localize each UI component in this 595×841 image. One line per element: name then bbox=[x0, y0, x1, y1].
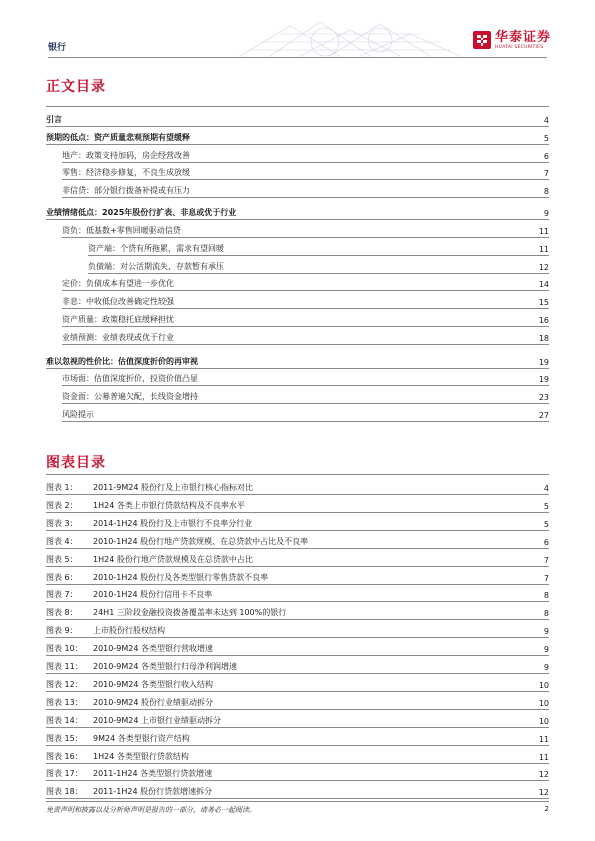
toc-entry-page: 5 bbox=[543, 134, 549, 143]
toc-entry-page: 11 bbox=[538, 227, 549, 236]
toc-entry[interactable] bbox=[88, 255, 549, 272]
toc-entry-title: 预期的低点：资产质量悲观预期有望缓释 bbox=[46, 133, 190, 142]
figure-entry-number: 图表 9： bbox=[46, 626, 78, 635]
figure-entry-number: 图表 17： bbox=[46, 769, 83, 778]
figure-entry-page: 11 bbox=[538, 735, 549, 744]
figure-entry-title: 2014-1H24 股份行及上市银行不良率分行业 bbox=[93, 519, 253, 528]
figure-entry-page: 9 bbox=[543, 645, 549, 654]
figure-entry-page: 11 bbox=[538, 753, 549, 762]
figure-entry[interactable] bbox=[46, 476, 549, 493]
figure-entry-page: 12 bbox=[538, 788, 549, 797]
toc-entry-page: 9 bbox=[543, 209, 549, 218]
figure-entry-page: 5 bbox=[543, 520, 549, 529]
figure-row-divider bbox=[46, 798, 549, 799]
toc-entry-page: 6 bbox=[543, 152, 549, 161]
toc-entry-title: 非息：中收低位改善确定性较强 bbox=[62, 297, 174, 306]
logo-text-cn: 华泰证券 bbox=[495, 30, 552, 45]
toc-entry-page: 18 bbox=[538, 334, 549, 343]
figure-entry-number: 图表 2： bbox=[46, 501, 78, 510]
industry-label: 银行 bbox=[48, 43, 67, 53]
figure-entry[interactable] bbox=[46, 566, 549, 583]
logo-text-en: HUATAI SECURITIES bbox=[495, 45, 544, 50]
figure-entry-page: 10 bbox=[538, 717, 549, 726]
toc-entry[interactable] bbox=[62, 403, 549, 420]
toc-entry[interactable] bbox=[62, 385, 549, 402]
toc-rule bbox=[46, 106, 549, 107]
toc-entry[interactable] bbox=[62, 161, 549, 178]
toc-entry[interactable] bbox=[62, 179, 549, 196]
figure-entry-page: 9 bbox=[543, 627, 549, 636]
toc-entry-page: 4 bbox=[543, 116, 549, 125]
toc-entry-title: 市场面：估值深度折价，投资价值凸显 bbox=[62, 374, 198, 383]
figure-entry[interactable] bbox=[46, 494, 549, 511]
figure-entry[interactable] bbox=[46, 548, 549, 565]
page-header bbox=[0, 0, 595, 60]
figure-entry-title: 1H24 各类上市银行贷款结构及不良率水平 bbox=[93, 501, 245, 510]
toc-entry[interactable] bbox=[62, 308, 549, 325]
figure-entry-page: 6 bbox=[543, 538, 549, 547]
toc-entry-page: 7 bbox=[543, 169, 549, 178]
figure-entry[interactable] bbox=[46, 583, 549, 600]
figure-entry-number: 图表 15： bbox=[46, 734, 83, 743]
figure-entry-title: 24H1 三阶段金融投资拨备覆盖率未达到 100%的银行 bbox=[93, 608, 287, 617]
figure-entry[interactable] bbox=[46, 780, 549, 797]
figure-entry-title: 2011-9M24 股份行及上市银行核心指标对比 bbox=[93, 483, 253, 492]
toc-entry-page: 11 bbox=[538, 245, 549, 254]
toc-entry-title: 非信贷：部分银行拨备补提或有压力 bbox=[62, 186, 190, 195]
figure-entry[interactable] bbox=[46, 745, 549, 762]
toc-entry-title: 风险提示 bbox=[62, 410, 94, 419]
figure-entry-page: 12 bbox=[538, 770, 549, 779]
figure-entry-number: 图表 8： bbox=[46, 608, 78, 617]
page-number: 2 bbox=[544, 805, 549, 813]
toc-entry-page: 8 bbox=[543, 187, 549, 196]
toc-entry-title: 资金面：公募普遍欠配，长线资金增持 bbox=[62, 392, 198, 401]
figure-entry[interactable] bbox=[46, 655, 549, 672]
figure-entry[interactable] bbox=[46, 530, 549, 547]
figure-entry[interactable] bbox=[46, 691, 549, 708]
figure-entry-title: 9M24 各类型银行资产结构 bbox=[93, 734, 190, 743]
toc-row-divider bbox=[62, 421, 549, 422]
header-decoration bbox=[230, 20, 470, 58]
figure-entry-title: 上市股份行股权结构 bbox=[93, 626, 165, 635]
figure-entry-number: 图表 14： bbox=[46, 716, 83, 725]
figure-entry-title: 2010-9M24 股份行业绩驱动拆分 bbox=[93, 698, 213, 707]
figure-entry-title: 2010-9M24 上市银行业绩驱动拆分 bbox=[93, 716, 221, 725]
figure-entry-number: 图表 10： bbox=[46, 644, 83, 653]
figure-entry-title: 2010-9M24 各类型银行营收增速 bbox=[93, 644, 213, 653]
toc-entry-title: 引言 bbox=[46, 115, 62, 124]
figure-entry-title: 2010-1H24 股份行地产贷款规模、在总贷款中占比及不良率 bbox=[93, 537, 309, 546]
figures-rule bbox=[46, 474, 549, 475]
figure-entry-title: 2011-1H24 各类型银行贷款增速 bbox=[93, 769, 213, 778]
figure-entry-title: 2010-1H24 股份行信用卡不良率 bbox=[93, 590, 213, 599]
toc-entry-title: 资产端：个贷有所拖累，需求有望回暖 bbox=[88, 244, 224, 253]
figure-entry-number: 图表 6： bbox=[46, 573, 78, 582]
toc-entry[interactable] bbox=[62, 290, 549, 307]
toc-entry[interactable] bbox=[88, 237, 549, 254]
toc-entry-page: 15 bbox=[538, 298, 549, 307]
toc-title: 正文目录 bbox=[46, 79, 106, 95]
figure-entry-title: 2010-9M24 各类型银行收入结构 bbox=[93, 680, 213, 689]
figures-title: 图表目录 bbox=[46, 455, 106, 471]
figure-entry-number: 图表 13： bbox=[46, 698, 83, 707]
footer-disclaimer: 免责声明和披露以及分析师声明是报告的一部分，请务必一起阅读。 bbox=[46, 806, 256, 814]
toc-entry-title: 难以忽视的性价比：估值深度折价的再审视 bbox=[46, 357, 198, 366]
figure-entry-title: 1H24 各类型银行贷款结构 bbox=[93, 752, 189, 761]
figure-entry-page: 7 bbox=[543, 556, 549, 565]
figure-entry-page: 10 bbox=[538, 681, 549, 690]
toc-entry-title: 业绩情绪低点：2025年股份行扩表、非息或优于行业 bbox=[46, 208, 237, 217]
figure-entry-number: 图表 1： bbox=[46, 483, 78, 492]
toc-entry[interactable] bbox=[62, 272, 549, 289]
toc-entry[interactable] bbox=[62, 219, 549, 236]
toc-entry-page: 12 bbox=[538, 263, 549, 272]
footer-rule bbox=[46, 801, 549, 802]
figure-entry-number: 图表 3： bbox=[46, 519, 78, 528]
figure-entry[interactable] bbox=[46, 601, 549, 618]
figure-entry-number: 图表 7： bbox=[46, 590, 78, 599]
toc-entry-page: 19 bbox=[538, 375, 549, 384]
toc-entry-title: 负债端：对公活期流失，存款暂有承压 bbox=[88, 262, 224, 271]
toc-entry[interactable] bbox=[46, 350, 549, 367]
toc-row-divider bbox=[62, 197, 549, 198]
toc-entry[interactable] bbox=[46, 108, 549, 125]
figure-entry-page: 5 bbox=[543, 502, 549, 511]
figure-entry-page: 7 bbox=[543, 574, 549, 583]
figure-entry[interactable] bbox=[46, 619, 549, 636]
toc-entry[interactable] bbox=[62, 326, 549, 343]
figure-entry-title: 2010-9M24 各类型银行归母净利润增速 bbox=[93, 662, 237, 671]
figure-entry-title: 1H24 股份行地产贷款规模及在总贷款中占比 bbox=[93, 555, 253, 564]
toc-row-divider bbox=[62, 344, 549, 345]
header-rule bbox=[48, 57, 547, 58]
toc-entry[interactable] bbox=[46, 126, 549, 143]
figure-entry[interactable] bbox=[46, 637, 549, 654]
figure-entry[interactable] bbox=[46, 727, 549, 744]
figure-entry[interactable] bbox=[46, 709, 549, 726]
figure-entry-page: 8 bbox=[543, 591, 549, 600]
toc-entry[interactable] bbox=[46, 201, 549, 218]
figure-entry-number: 图表 18： bbox=[46, 787, 83, 796]
figure-entry-number: 图表 5： bbox=[46, 555, 78, 564]
toc-entry-page: 27 bbox=[538, 411, 549, 420]
figure-entry-title: 2010-1H24 股份行及各类型银行零售贷款不良率 bbox=[93, 573, 269, 582]
figure-entry-number: 图表 12： bbox=[46, 680, 83, 689]
toc-entry-page: 14 bbox=[538, 280, 549, 289]
huatai-logo-icon bbox=[473, 31, 491, 49]
toc-entry-title: 业绩预测：业绩表现或优于行业 bbox=[62, 333, 174, 342]
toc-entry-title: 资负：低基数+零售回暖驱动信贷 bbox=[62, 226, 181, 235]
toc-entry-page: 19 bbox=[538, 358, 549, 367]
toc-entry[interactable] bbox=[62, 144, 549, 161]
figure-entry[interactable] bbox=[46, 512, 549, 529]
figure-entry-page: 4 bbox=[543, 484, 549, 493]
toc-entry-title: 零售：经济稳步修复，不良生成放缓 bbox=[62, 168, 190, 177]
toc-entry-page: 16 bbox=[538, 316, 549, 325]
toc-entry[interactable] bbox=[62, 367, 549, 384]
figure-entry[interactable] bbox=[46, 762, 549, 779]
toc-entry-page: 23 bbox=[538, 393, 549, 402]
figure-entry-title: 2011-1H24 股份行贷款增速拆分 bbox=[93, 787, 213, 796]
toc-entry-title: 地产：政策支持加码，房企经营改善 bbox=[62, 151, 190, 160]
figure-entry-number: 图表 11： bbox=[46, 662, 83, 671]
figure-entry-page: 8 bbox=[543, 609, 549, 618]
figure-entry-page: 10 bbox=[538, 699, 549, 708]
figure-entry[interactable] bbox=[46, 673, 549, 690]
huatai-logo bbox=[473, 31, 551, 51]
figure-entry-page: 9 bbox=[543, 663, 549, 672]
figure-entry-number: 图表 16： bbox=[46, 752, 83, 761]
toc-entry-title: 资产质量：政策稳托底缓释担忧 bbox=[62, 315, 174, 324]
figure-entry-number: 图表 4： bbox=[46, 537, 78, 546]
toc-entry-title: 定价：负债成本有望进一步优化 bbox=[62, 279, 174, 288]
